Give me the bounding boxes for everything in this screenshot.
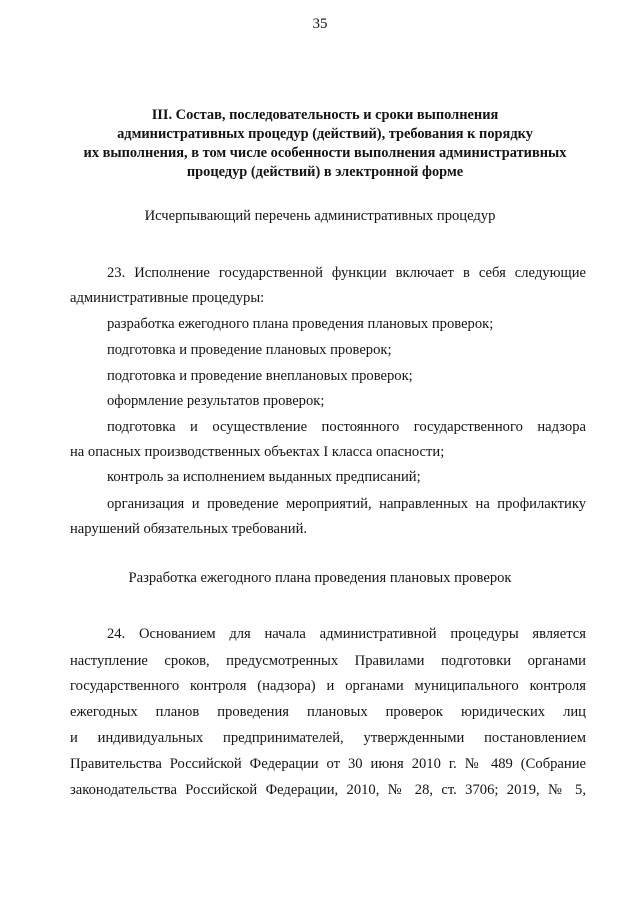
procedure-item: контроль за исполнением выданных предписаний;: [107, 469, 421, 485]
procedure-item-continuation: нарушений обязательных требований.: [70, 521, 308, 537]
paragraph-24-line: Правительства Российской Федерации от 30 июня 2010 г. № 489 (Собрание: [70, 756, 586, 772]
section-heading: [60, 106, 590, 182]
procedure-item: разработка ежегодного плана проведения плановых проверок;: [107, 316, 494, 332]
procedure-item-continuation: на опасных производственных объектах I класса опасности;: [70, 444, 445, 460]
procedure-item: подготовка и проведение внеплановых проверок;: [107, 368, 413, 384]
paragraph-24-line: ежегодных планов проведения плановых проверок юридических лиц: [70, 704, 586, 720]
paragraph-24-line: и индивидуальных предпринимателей, утвержденными постановлением: [70, 730, 586, 746]
paragraph-24-line: государственного контроля (надзора) и органами муниципального контроля: [70, 678, 586, 694]
paragraph-23-line: административные процедуры:: [70, 290, 265, 306]
page-number: 35: [312, 16, 328, 32]
paragraph-24-line: наступление сроков, предусмотренных Правилами подготовки органами: [70, 653, 586, 669]
subheading-procedures-list: Исчерпывающий перечень административных процедур: [144, 208, 496, 224]
section-heading-line: их выполнения, в том числе особенности выполнения административных: [83, 145, 567, 161]
section-heading-line: III. Состав, последовательность и сроки выполнения: [151, 107, 499, 123]
procedure-item: организация и проведение мероприятий, направленных на профилактику: [107, 496, 586, 512]
paragraph-24-line: 24. Основанием для начала административной процедуры является: [107, 626, 586, 642]
paragraph-24-line: законодательства Российской Федерации, 2010, № 28, ст. 3706; 2019, № 5,: [70, 782, 586, 798]
section-heading-line: процедур (действий) в электронной форме: [186, 164, 464, 180]
procedure-item: подготовка и проведение плановых проверок;: [107, 342, 392, 358]
paragraph-23-line: 23. Исполнение государственной функции включает в себя следующие: [107, 265, 586, 281]
procedure-item: подготовка и осуществление постоянного государственного надзора: [107, 419, 586, 435]
section-heading-line: административных процедур (действий), требования к порядку: [117, 126, 533, 142]
subheading-annual-plan: Разработка ежегодного плана проведения плановых проверок: [128, 570, 512, 586]
procedure-item: оформление результатов проверок;: [107, 393, 325, 409]
